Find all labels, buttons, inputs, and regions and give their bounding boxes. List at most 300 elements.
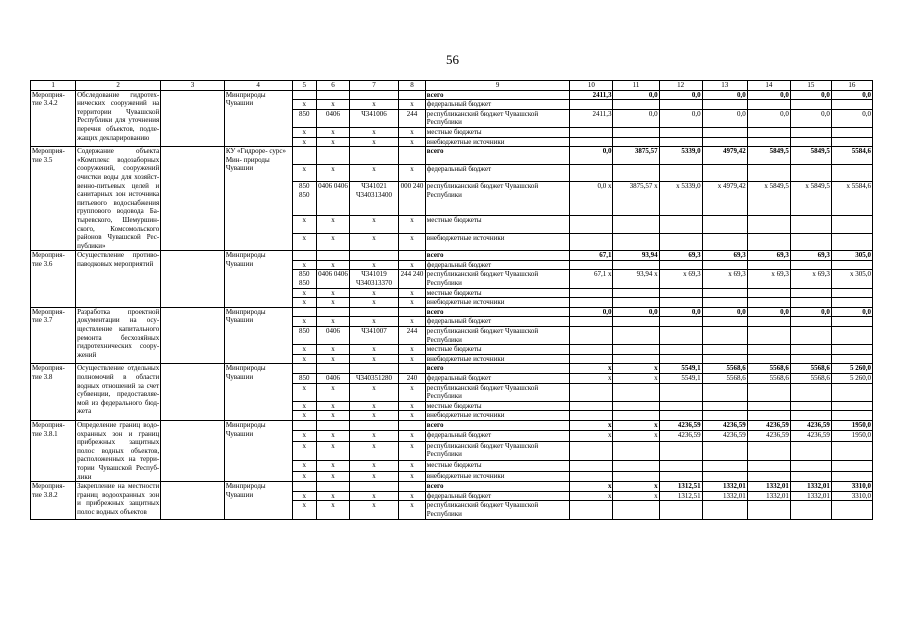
code-c7: x: [349, 215, 398, 233]
code-c5: x: [292, 164, 317, 182]
funding-source: всего: [425, 147, 570, 165]
funding-source: местные бюджеты: [425, 215, 570, 233]
code-c5: [292, 90, 317, 100]
code-c7: [349, 364, 398, 374]
amount-cell: [831, 345, 872, 355]
amount-cell: [702, 317, 747, 327]
code-c5: x: [292, 100, 317, 110]
funding-source: республиканский бюджет Чувашской Республики: [425, 501, 570, 519]
code-c6: x: [317, 164, 350, 182]
code-c5: [292, 147, 317, 165]
amount-cell: x: [613, 491, 659, 501]
amount-cell: [831, 127, 872, 137]
table-row: [31, 251, 873, 261]
code-c8: x: [399, 501, 426, 519]
executor: Минприроды Чувашии: [224, 364, 292, 421]
table-body: [31, 81, 873, 520]
amount-cell: [747, 288, 790, 298]
code-c6: x: [317, 100, 350, 110]
code-c7: [349, 482, 398, 492]
amount-cell: [702, 461, 747, 471]
code-c8: x: [399, 491, 426, 501]
amount-cell: 0,0: [570, 147, 613, 165]
executor: Минприроды Чувашии: [224, 482, 292, 519]
header-row: [31, 81, 873, 91]
amount-cell: 305,0: [831, 251, 872, 261]
amount-cell: 3875,57: [613, 147, 659, 165]
code-c5: x: [292, 383, 317, 401]
amount-cell: [659, 317, 702, 327]
amount-cell: [613, 327, 659, 345]
code-c5: [292, 420, 317, 430]
executor: КУ «Гидроре- сурс» Мин- природы Чувашии: [224, 147, 292, 251]
amount-cell: 5549,1: [659, 374, 702, 384]
amount-cell: [831, 317, 872, 327]
code-c5: x: [292, 471, 317, 481]
code-c7: x: [349, 491, 398, 501]
amount-cell: [831, 327, 872, 345]
amount-cell: [659, 383, 702, 401]
code-c5: [292, 307, 317, 317]
funding-source: республиканский бюджет Чувашской Республики: [425, 182, 570, 215]
amount-cell: [747, 471, 790, 481]
code-c7: x: [349, 471, 398, 481]
amount-cell: [790, 137, 831, 147]
funding-source: республиканский бюджет Чувашской Республики: [425, 327, 570, 345]
amount-cell: [570, 354, 613, 364]
amount-cell: 3875,57 x: [613, 182, 659, 215]
amount-cell: [613, 233, 659, 251]
funding-source: внебюджетные источники: [425, 298, 570, 308]
code-c7: [349, 420, 398, 430]
amount-cell: [747, 298, 790, 308]
amount-cell: 0,0: [702, 109, 747, 127]
amount-cell: [831, 383, 872, 401]
code-c8: x: [399, 100, 426, 110]
amount-cell: [747, 401, 790, 411]
code-c8: x: [399, 127, 426, 137]
amount-cell: x: [570, 420, 613, 430]
code-c8: x: [399, 137, 426, 147]
code-c7: [349, 90, 398, 100]
amount-cell: 0,0: [702, 90, 747, 100]
amount-cell: 1950,0: [831, 420, 872, 430]
header-cell: 1: [31, 81, 76, 91]
amount-cell: x: [613, 364, 659, 374]
funding-source: внебюджетные источники: [425, 411, 570, 421]
code-c6: [317, 420, 350, 430]
amount-cell: 0,0: [747, 90, 790, 100]
amount-cell: 0,0: [747, 307, 790, 317]
amount-cell: [613, 383, 659, 401]
amount-cell: [831, 233, 872, 251]
amount-cell: 1332,01: [747, 491, 790, 501]
amount-cell: x 69,3: [659, 270, 702, 288]
header-cell: 5: [292, 81, 317, 91]
amount-cell: [570, 501, 613, 519]
amount-cell: [831, 215, 872, 233]
amount-cell: [702, 471, 747, 481]
amount-cell: [702, 100, 747, 110]
amount-cell: x 5849,5: [747, 182, 790, 215]
amount-cell: [702, 501, 747, 519]
code-c5: 850: [292, 109, 317, 127]
activity-name: Определение границ водо- охранных зон и границ прибрежных защитных полос водных объектов, расположенных на терри- тории Чувашской Респуб- лики: [77, 420, 160, 481]
code-c6: x: [317, 127, 350, 137]
amount-cell: [747, 441, 790, 461]
amount-cell: 69,3: [747, 251, 790, 261]
amount-cell: [570, 401, 613, 411]
code-c6: x: [317, 491, 350, 501]
funding-source: республиканский бюджет Чувашской Республики: [425, 109, 570, 127]
funding-source: всего: [425, 420, 570, 430]
amount-cell: [702, 401, 747, 411]
code-c8: [399, 90, 426, 100]
amount-cell: [702, 215, 747, 233]
amount-cell: x 5339,0: [659, 182, 702, 215]
code-c7: x: [349, 411, 398, 421]
amount-cell: 5568,6: [702, 374, 747, 384]
code-c5: x: [292, 411, 317, 421]
amount-cell: [831, 461, 872, 471]
code-c5: x: [292, 345, 317, 355]
amount-cell: [659, 137, 702, 147]
code-c5: 850 850: [292, 270, 317, 288]
funding-source: федеральный бюджет: [425, 374, 570, 384]
amount-cell: [747, 383, 790, 401]
amount-cell: x 4979,42: [702, 182, 747, 215]
amount-cell: [570, 383, 613, 401]
amount-cell: 0,0 x: [570, 182, 613, 215]
code-c7: x: [349, 317, 398, 327]
activity-id: Мероприя- тие 3.8.1: [31, 420, 76, 481]
code-c7: x: [349, 383, 398, 401]
amount-cell: [702, 137, 747, 147]
code-c6: 0406 0406: [317, 182, 350, 215]
funding-source: федеральный бюджет: [425, 164, 570, 182]
amount-cell: 1950,0: [831, 431, 872, 441]
code-c8: x: [399, 354, 426, 364]
code-c8: x: [399, 441, 426, 461]
code-c8: [399, 364, 426, 374]
header-cell: 14: [747, 81, 790, 91]
activity-name: Содержание объекта «Комплекс водозаборных сооружений, сооружений очистки воды для хозяйст- венно-питьевых целей и санитарных зон источника питьевого водоснабжения группового водовода Ба- тыревского, Шемуршин- ского, Комсомольского районов Чувашской Рес- публики»: [77, 147, 160, 250]
amount-cell: x: [570, 374, 613, 384]
amount-cell: [790, 233, 831, 251]
code-c8: 244: [399, 109, 426, 127]
amount-cell: [659, 327, 702, 345]
amount-cell: x: [613, 482, 659, 492]
amount-cell: [702, 441, 747, 461]
code-c5: x: [292, 137, 317, 147]
header-cell: 15: [790, 81, 831, 91]
amount-cell: 2411,3: [570, 90, 613, 100]
code-c6: [317, 147, 350, 165]
amount-cell: [831, 288, 872, 298]
amount-cell: [831, 501, 872, 519]
funding-source: местные бюджеты: [425, 127, 570, 137]
code-c5: x: [292, 501, 317, 519]
code-c7: [349, 147, 398, 165]
amount-cell: [659, 471, 702, 481]
code-c7: x: [349, 345, 398, 355]
code-c5: x: [292, 127, 317, 137]
amount-cell: x 5849,5: [790, 182, 831, 215]
amount-cell: [747, 137, 790, 147]
header-cell: 3: [161, 81, 225, 91]
amount-cell: 0,0: [831, 307, 872, 317]
activity-id: Мероприя- тие 3.4.2: [31, 90, 76, 147]
amount-cell: [702, 127, 747, 137]
code-c7: x: [349, 461, 398, 471]
amount-cell: 0,0: [790, 109, 831, 127]
amount-cell: [831, 260, 872, 270]
amount-cell: [790, 127, 831, 137]
amount-cell: [613, 137, 659, 147]
code-c6: x: [317, 501, 350, 519]
amount-cell: 0,0: [570, 307, 613, 317]
amount-cell: x: [570, 431, 613, 441]
code-c6: x: [317, 411, 350, 421]
code-c6: x: [317, 401, 350, 411]
amount-cell: 69,3: [702, 251, 747, 261]
amount-cell: [747, 127, 790, 137]
amount-cell: [613, 317, 659, 327]
amount-cell: x 69,3: [790, 270, 831, 288]
funding-source: всего: [425, 364, 570, 374]
amount-cell: [747, 411, 790, 421]
amount-cell: [570, 215, 613, 233]
amount-cell: 69,3: [659, 251, 702, 261]
activity-name: Закрепление на местности границ водоохранных зон и прибрежных защитных полос водных объектов: [76, 482, 161, 519]
amount-cell: 5849,5: [747, 147, 790, 165]
code-c7: x: [349, 164, 398, 182]
code-c7: x: [349, 137, 398, 147]
code-c7: x: [349, 288, 398, 298]
code-c8: x: [399, 298, 426, 308]
header-cell: 10: [570, 81, 613, 91]
header-cell: 6: [317, 81, 350, 91]
code-c6: [317, 90, 350, 100]
code-c7: x: [349, 354, 398, 364]
code-c7: Ч341007: [349, 327, 398, 345]
funding-source: всего: [425, 90, 570, 100]
amount-cell: [659, 345, 702, 355]
code-c8: x: [399, 288, 426, 298]
activity-id: Мероприя- тие 3.8.2: [31, 482, 76, 519]
header-cell: 2: [76, 81, 161, 91]
code-c8: [399, 482, 426, 492]
code-c8: [399, 251, 426, 261]
amount-cell: 4979,42: [702, 147, 747, 165]
code-c6: x: [317, 441, 350, 461]
code-c8: x: [399, 461, 426, 471]
amount-cell: 0,0: [613, 307, 659, 317]
amount-cell: [570, 317, 613, 327]
co-executor: [161, 307, 225, 364]
code-c6: x: [317, 260, 350, 270]
amount-cell: 5339,0: [659, 147, 702, 165]
amount-cell: [659, 215, 702, 233]
code-c6: x: [317, 288, 350, 298]
amount-cell: 93,94 x: [613, 270, 659, 288]
header-cell: 7: [349, 81, 398, 91]
activity-name: Обследование гидротех- нических сооружений на территории Чувашской Республики для уточнения перечня объектов, подле- жащих декларированию: [76, 90, 161, 147]
amount-cell: [702, 298, 747, 308]
code-c6: [317, 364, 350, 374]
amount-cell: 93,94: [613, 251, 659, 261]
code-c5: 850: [292, 327, 317, 345]
amount-cell: [659, 127, 702, 137]
amount-cell: [659, 501, 702, 519]
code-c6: [317, 307, 350, 317]
amount-cell: 0,0: [790, 90, 831, 100]
code-c7: x: [349, 298, 398, 308]
amount-cell: [570, 461, 613, 471]
amount-cell: [790, 317, 831, 327]
code-c7: [349, 307, 398, 317]
amount-cell: 1332,01: [702, 491, 747, 501]
amount-cell: x: [570, 491, 613, 501]
code-c5: [292, 251, 317, 261]
amount-cell: [790, 298, 831, 308]
code-c6: x: [317, 383, 350, 401]
amount-cell: [613, 215, 659, 233]
code-c8: [399, 307, 426, 317]
funding-source: местные бюджеты: [425, 288, 570, 298]
amount-cell: [831, 298, 872, 308]
amount-cell: 5568,6: [747, 364, 790, 374]
code-c5: [292, 364, 317, 374]
amount-cell: [747, 317, 790, 327]
code-c7: x: [349, 100, 398, 110]
amount-cell: [831, 354, 872, 364]
amount-cell: 4236,59: [747, 431, 790, 441]
code-c7: Ч340351280: [349, 374, 398, 384]
amount-cell: [570, 327, 613, 345]
amount-cell: 0,0: [790, 307, 831, 317]
activity-id: Мероприя- тие 3.5: [31, 147, 76, 251]
table-row: [31, 364, 873, 374]
code-c5: x: [292, 288, 317, 298]
amount-cell: [702, 260, 747, 270]
code-c6: [317, 251, 350, 261]
amount-cell: 3310,0: [831, 491, 872, 501]
amount-cell: 4236,59: [747, 420, 790, 430]
amount-cell: [613, 100, 659, 110]
header-cell: 9: [425, 81, 570, 91]
amount-cell: 5568,6: [790, 364, 831, 374]
amount-cell: [790, 100, 831, 110]
amount-cell: [570, 233, 613, 251]
funding-source: республиканский бюджет Чувашской Республики: [425, 441, 570, 461]
code-c8: x: [399, 215, 426, 233]
amount-cell: [659, 401, 702, 411]
funding-source: местные бюджеты: [425, 401, 570, 411]
code-c8: 244 240: [399, 270, 426, 288]
code-c7: x: [349, 441, 398, 461]
amount-cell: [831, 411, 872, 421]
funding-source: внебюджетные источники: [425, 354, 570, 364]
amount-cell: 0,0: [831, 90, 872, 100]
code-c6: x: [317, 471, 350, 481]
amount-cell: 0,0: [613, 90, 659, 100]
amount-cell: [659, 354, 702, 364]
co-executor: [161, 147, 225, 251]
header-cell: 16: [831, 81, 872, 91]
code-c6: [317, 482, 350, 492]
co-executor: [161, 420, 225, 481]
amount-cell: 69,3: [790, 251, 831, 261]
amount-cell: 67,1 x: [570, 270, 613, 288]
amount-cell: 5568,6: [790, 374, 831, 384]
amount-cell: 0,0: [659, 90, 702, 100]
code-c6: x: [317, 215, 350, 233]
amount-cell: x 69,3: [702, 270, 747, 288]
code-c5: x: [292, 298, 317, 308]
amount-cell: 3310,0: [831, 482, 872, 492]
funding-source: местные бюджеты: [425, 345, 570, 355]
amount-cell: [747, 260, 790, 270]
amount-cell: 4236,59: [659, 420, 702, 430]
amount-cell: x: [570, 364, 613, 374]
funding-source: федеральный бюджет: [425, 100, 570, 110]
code-c6: x: [317, 317, 350, 327]
code-c7: Ч341019 Ч340313370: [349, 270, 398, 288]
header-cell: 13: [702, 81, 747, 91]
amount-cell: x 69,3: [747, 270, 790, 288]
amount-cell: [613, 461, 659, 471]
code-c7: x: [349, 260, 398, 270]
executor: Минприроды Чувашии: [224, 90, 292, 147]
funding-source: республиканский бюджет Чувашской Республики: [425, 270, 570, 288]
amount-cell: [570, 137, 613, 147]
amount-cell: [570, 471, 613, 481]
amount-cell: [747, 233, 790, 251]
amount-cell: [831, 137, 872, 147]
code-c6: 0406: [317, 327, 350, 345]
header-cell: 8: [399, 81, 426, 91]
code-c6: 0406 0406: [317, 270, 350, 288]
amount-cell: 5549,1: [659, 364, 702, 374]
amount-cell: [790, 383, 831, 401]
code-c7: Ч341021 Ч340313400: [349, 182, 398, 215]
amount-cell: [659, 411, 702, 421]
page-number: 56: [446, 52, 459, 67]
executor: Минприроды Чувашии: [224, 307, 292, 364]
amount-cell: 4236,59: [702, 420, 747, 430]
amount-cell: [659, 100, 702, 110]
amount-cell: [747, 164, 790, 182]
amount-cell: x 5584,6: [831, 182, 872, 215]
amount-cell: 0,0: [659, 109, 702, 127]
funding-source: местные бюджеты: [425, 461, 570, 471]
amount-cell: [613, 354, 659, 364]
code-c8: x: [399, 471, 426, 481]
code-c8: x: [399, 164, 426, 182]
amount-cell: [747, 461, 790, 471]
amount-cell: [747, 327, 790, 345]
amount-cell: 2411,3: [570, 109, 613, 127]
amount-cell: [613, 345, 659, 355]
amount-cell: [613, 164, 659, 182]
amount-cell: [831, 164, 872, 182]
amount-cell: [659, 164, 702, 182]
amount-cell: x: [613, 420, 659, 430]
code-c5: x: [292, 401, 317, 411]
code-c5: x: [292, 215, 317, 233]
activity-name: Осуществление отдельных полномочий в области водных отношений за счет субвенции, предоставляе- мой из федерального бюд- жета: [76, 364, 161, 421]
